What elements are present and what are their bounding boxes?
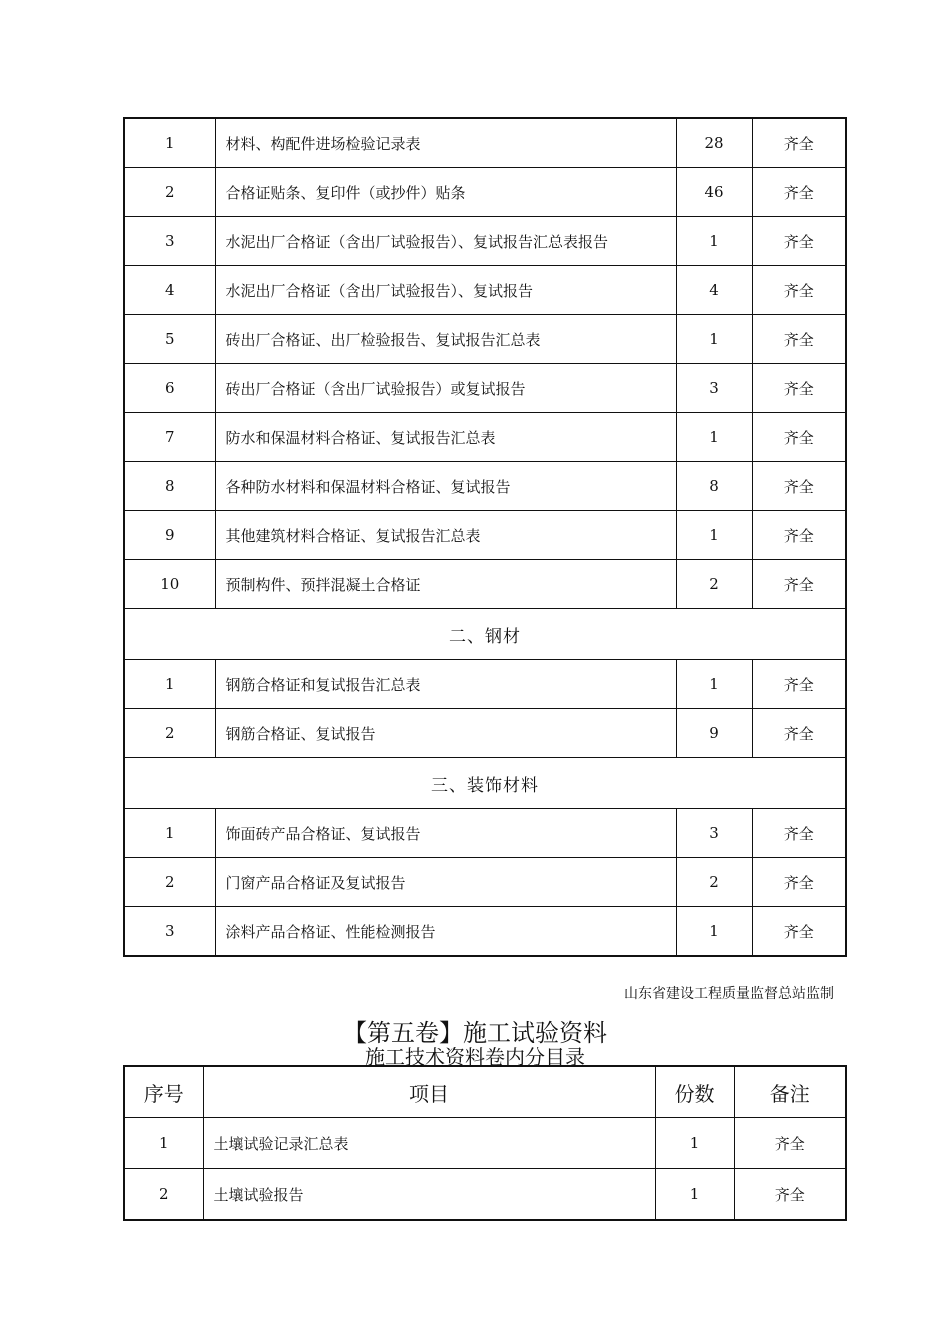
row-number: 9 [124,511,215,560]
volume-title: 【第五卷】施工试验资料 [343,1019,607,1047]
row-item: 钢筋合格证、复试报告 [215,709,676,758]
row-count: 1 [676,907,752,957]
materials-table [123,117,847,957]
table-row [124,168,846,217]
table-row [124,809,846,858]
row-count: 2 [676,858,752,907]
table-header-row [124,1066,846,1118]
row-item: 土壤试验报告 [203,1169,655,1221]
row-number: 2 [124,1169,203,1221]
row-remark: 齐全 [734,1118,846,1169]
row-count: 1 [655,1118,734,1169]
row-item: 各种防水材料和保温材料合格证、复试报告 [215,462,676,511]
row-remark: 齐全 [752,217,846,266]
table-row [124,217,846,266]
row-item: 涂料产品合格证、性能检测报告 [215,907,676,957]
row-remark: 齐全 [752,858,846,907]
row-remark: 齐全 [752,560,846,609]
row-item: 防水和保温材料合格证、复试报告汇总表 [215,413,676,462]
table-row [124,907,846,957]
table-row [124,1169,846,1221]
row-item: 其他建筑材料合格证、复试报告汇总表 [215,511,676,560]
row-remark: 齐全 [752,118,846,168]
row-count: 46 [676,168,752,217]
row-item: 门窗产品合格证及复试报告 [215,858,676,907]
table-row [124,560,846,609]
row-remark: 齐全 [752,809,846,858]
table-row [124,266,846,315]
row-item: 合格证贴条、复印件（或抄件）贴条 [215,168,676,217]
row-remark: 齐全 [752,315,846,364]
row-number: 1 [124,1118,203,1169]
row-number: 7 [124,413,215,462]
table-row [124,1118,846,1169]
row-item: 水泥出厂合格证（含出厂试验报告）、复试报告汇总表报告 [215,217,676,266]
row-item: 土壤试验记录汇总表 [203,1118,655,1169]
row-remark: 齐全 [752,413,846,462]
supervision-note: 山东省建设工程质量监督总站监制 [624,986,834,1002]
test-materials-table [123,1065,847,1221]
row-item: 砖出厂合格证、出厂检验报告、复试报告汇总表 [215,315,676,364]
row-remark: 齐全 [752,511,846,560]
row-item: 预制构件、预拌混凝土合格证 [215,560,676,609]
row-remark: 齐全 [734,1169,846,1221]
section-heading-steel: 二、钢材 [124,609,846,660]
row-number: 2 [124,168,215,217]
row-remark: 齐全 [752,462,846,511]
row-item: 砖出厂合格证（含出厂试验报告）或复试报告 [215,364,676,413]
row-number: 5 [124,315,215,364]
section-heading-decoration: 三、装饰材料 [124,758,846,809]
volume-subtitle: 施工技术资料卷内分目录 [365,1045,585,1069]
row-number: 10 [124,560,215,609]
row-remark: 齐全 [752,168,846,217]
section-row [124,609,846,660]
row-number: 8 [124,462,215,511]
row-number: 1 [124,809,215,858]
row-count: 9 [676,709,752,758]
table-row [124,118,846,168]
row-count: 1 [676,660,752,709]
table-row [124,413,846,462]
header-count: 份数 [655,1066,734,1118]
row-remark: 齐全 [752,266,846,315]
row-count: 1 [676,315,752,364]
row-remark: 齐全 [752,660,846,709]
header-remark: 备注 [734,1066,846,1118]
row-count: 1 [676,511,752,560]
table-row [124,364,846,413]
header-item: 项目 [203,1066,655,1118]
table-row [124,709,846,758]
table-row [124,462,846,511]
header-number: 序号 [124,1066,203,1118]
row-count: 2 [676,560,752,609]
row-item: 材料、构配件进场检验记录表 [215,118,676,168]
table-row [124,660,846,709]
row-count: 3 [676,809,752,858]
row-remark: 齐全 [752,907,846,957]
row-count: 3 [676,364,752,413]
row-remark: 齐全 [752,364,846,413]
row-item: 水泥出厂合格证（含出厂试验报告）、复试报告 [215,266,676,315]
row-item: 钢筋合格证和复试报告汇总表 [215,660,676,709]
table-row [124,858,846,907]
row-number: 6 [124,364,215,413]
row-number: 3 [124,217,215,266]
row-item: 饰面砖产品合格证、复试报告 [215,809,676,858]
row-count: 1 [655,1169,734,1221]
table-row [124,511,846,560]
row-number: 3 [124,907,215,957]
table-row [124,315,846,364]
row-number: 2 [124,709,215,758]
section-row [124,758,846,809]
row-count: 4 [676,266,752,315]
row-number: 1 [124,118,215,168]
row-remark: 齐全 [752,709,846,758]
row-count: 8 [676,462,752,511]
row-count: 28 [676,118,752,168]
row-number: 2 [124,858,215,907]
row-count: 1 [676,217,752,266]
row-number: 4 [124,266,215,315]
row-count: 1 [676,413,752,462]
row-number: 1 [124,660,215,709]
